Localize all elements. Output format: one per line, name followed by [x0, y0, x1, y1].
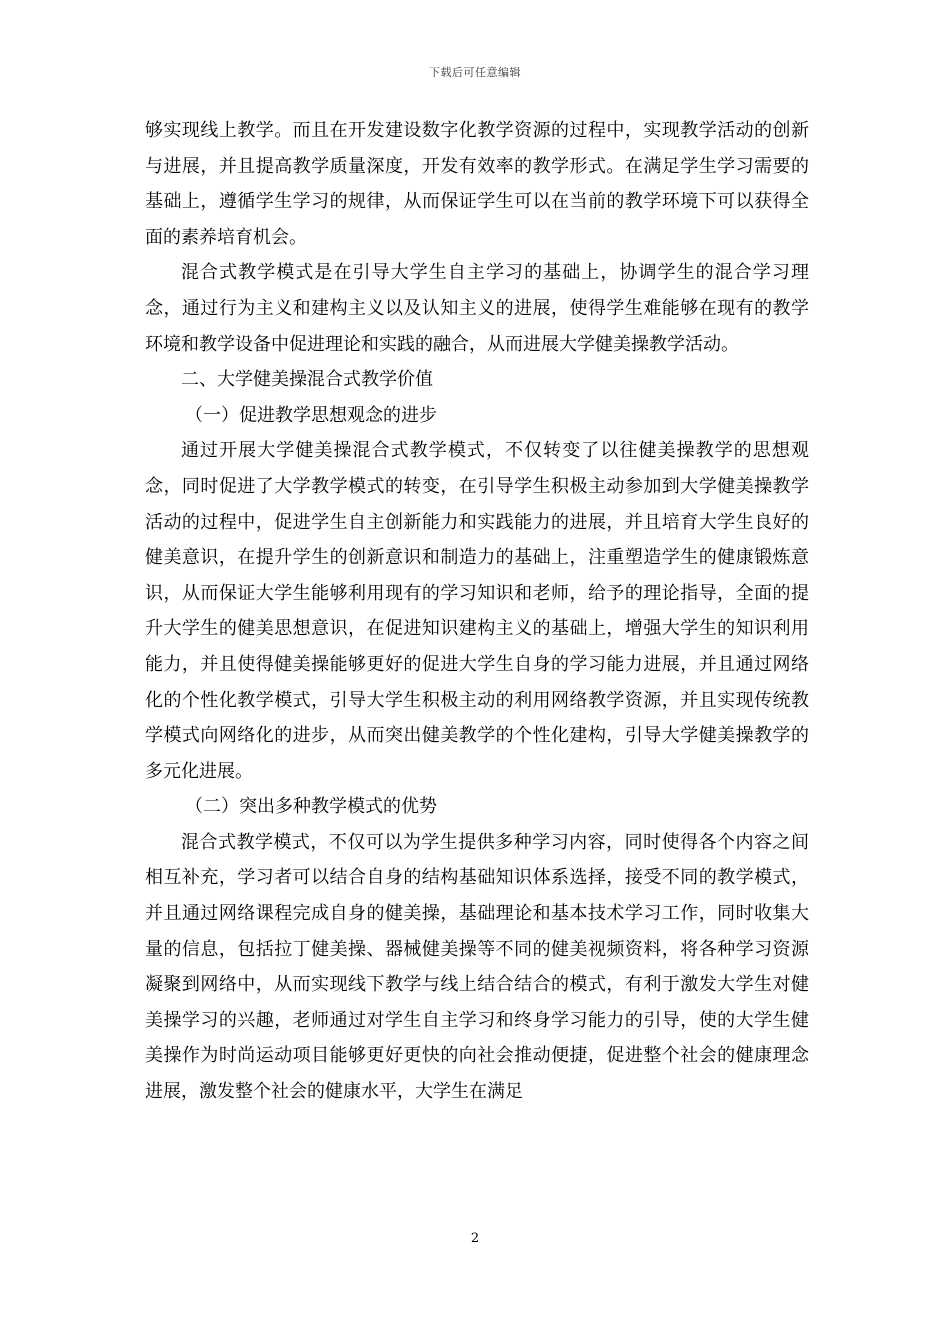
paragraph-blended-teaching-definition: 混合式教学模式是在引导大学生自主学习的基础上，协调学生的混合学习理念，通过行为主义和建构主义以及认知主义的进展，使得学生难能够在现有的教学环境和教学设备中促进理论和实践的融合，从而进展大学健美操教学活动。: [145, 262, 809, 355]
paragraph-teaching-concept: 通过开展大学健美操混合式教学模式，不仅转变了以往健美操教学的思想观念，同时促进了大学教学模式的转变，在引导学生积极主动参加到大学健美操教学活动的过程中，促进学生自主创新能力和实践能力的进展，并且培育大学生良好的健美意识，在提升学生的创新意识和制造力的基础上，注重塑造学生的健康锻炼意识，从而保证大学生能够利用现有的学习知识和老师，给予的理论指导，全面的提升大学生的健美思想意识，在促进知识建构主义的基础上，增强大学生的知识利用能力，并且使得健美操能够更好的促进大学生自身的学习能力进展，并且通过网络化的个性化教学模式，引导大学生积极主动的利用网络教学资源，并且实现传统教学模式向网络化的进步，从而突出健美教学的个性化建构，引导大学健美操教学的多元化进展。: [145, 440, 809, 782]
paragraph-multiple-modes: 混合式教学模式，不仅可以为学生提供多种学习内容，同时使得各个内容之间相互补充，学习者可以结合自身的结构基础知识体系选择，接受不同的教学模式，并且通过网络课程完成自身的健美操，基础理论和基本技术学习工作，同时收集大量的信息，包括拉丁健美操、器械健美操等不同的健美视频资料，将各种学习资源凝聚到网络中，从而实现线下教学与线上结合结合的模式，有利于激发大学生对健美操学习的兴趣，老师通过对学生自主学习和终身学习能力的引导，使的大学生健美操作为时尚运动项目能够更好更快的向社会推动便捷，促进整个社会的健康理念进展，激发整个社会的健康水平，大学生在满足: [145, 831, 809, 1103]
subsection-heading-1: （一）促进教学思想观念的进步: [185, 404, 437, 426]
document-body: [145, 113, 809, 1110]
page-number: 2: [470, 1231, 480, 1246]
paragraph-continuation: 够实现线上教学。而且在开发建设数字化教学资源的过程中，实现教学活动的创新与进展，并且提高教学质量深度，开发有效率的教学形式。在满足学生学习需要的基础上，遵循学生学习的规律，从而保证学生可以在当前的教学环境下可以获得全面的素养培育机会。: [145, 120, 809, 248]
page-header: 下载后可任意编辑: [429, 66, 521, 79]
section-heading: 二、大学健美操混合式教学价值: [181, 369, 433, 391]
subsection-heading-2: （二）突出多种教学模式的优势: [185, 796, 437, 818]
